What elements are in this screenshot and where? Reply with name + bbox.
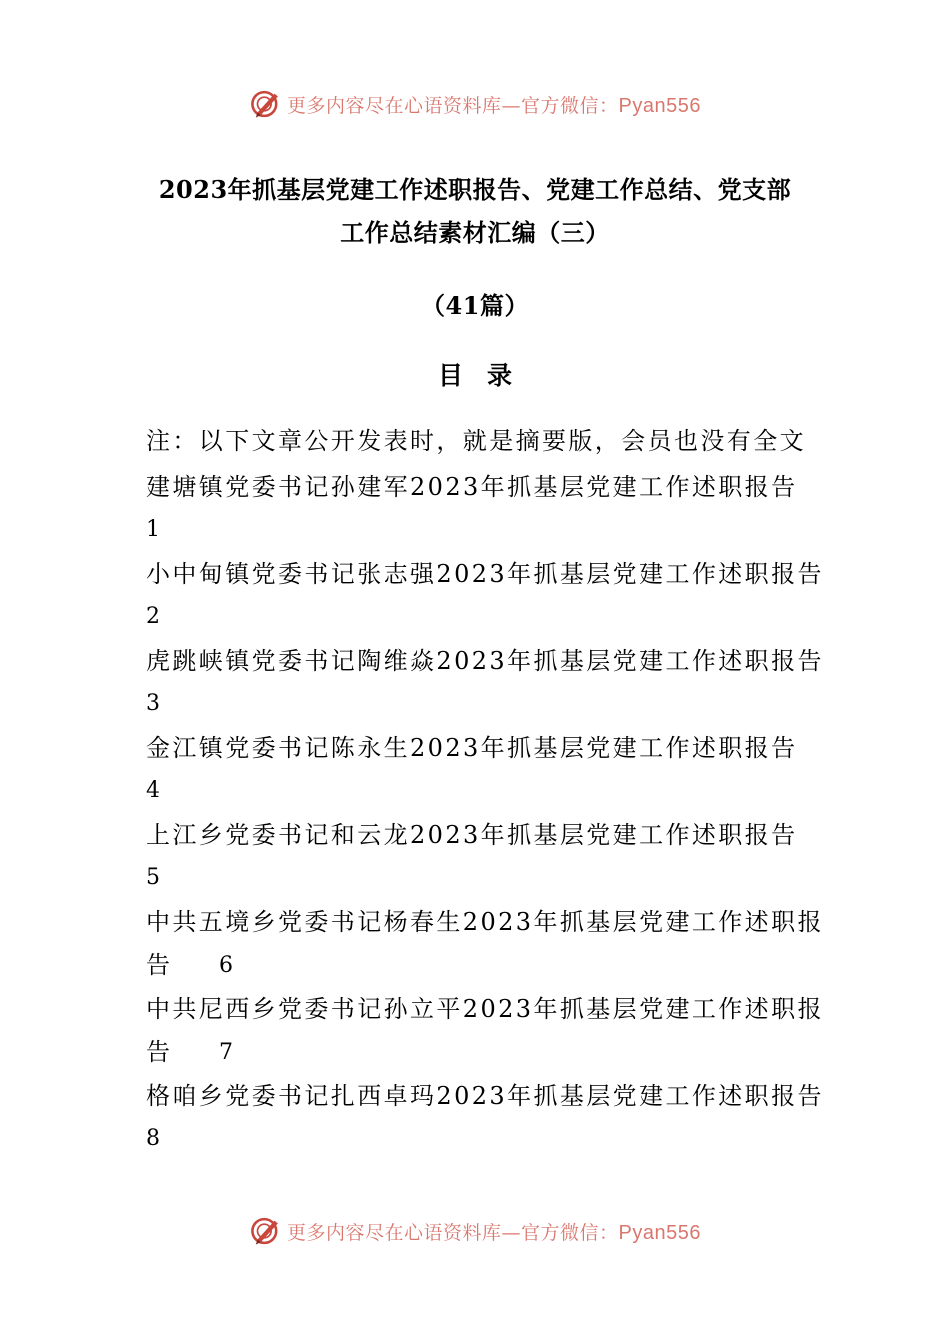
- toc-item-2-page: 2: [146, 604, 160, 629]
- watermark-wechat-id: Pyan556: [618, 94, 701, 117]
- toc-item-7-page: 7: [219, 1040, 233, 1065]
- toc-item-8-title[interactable]: 格咱乡党委书记扎西卓玛2023年抓基层党建工作述职报告: [146, 1082, 824, 1110]
- toc-item-5-title[interactable]: 上江乡党委书记和云龙2023年抓基层党建工作述职报告: [146, 821, 798, 849]
- toc-item-6-title-cont: 告: [146, 951, 173, 979]
- toc-item-6-page: 6: [219, 953, 233, 978]
- toc-item-1-title[interactable]: 建塘镇党委书记孙建军2023年抓基层党建工作述职报告: [146, 473, 798, 501]
- document-title-line1: 2023年抓基层党建工作述职报告、党建工作总结、党支部: [158, 175, 792, 204]
- watermark-banner-top: [0, 84, 950, 124]
- watermark-label: 更多内容尽在心语资料库—官方微信：: [287, 94, 619, 117]
- toc-item-5-page: 5: [146, 865, 160, 890]
- watermark-text: [287, 1218, 701, 1245]
- toc-item-7-title-cont: 告: [146, 1038, 173, 1066]
- toc-note: 注：以下文章公开发表时，就是摘要版，会员也没有全文: [146, 427, 806, 455]
- toc-item-8-page: 8: [146, 1126, 160, 1151]
- document-title-line2: 工作总结素材汇编（三）: [340, 218, 610, 247]
- article-count: （41篇）: [421, 291, 529, 320]
- toc-item-7-title[interactable]: 中共尼西乡党委书记孙立平2023年抓基层党建工作述职报: [146, 995, 824, 1023]
- toc-item-3-page: 3: [146, 691, 160, 716]
- toc-item-3-title[interactable]: 虎跳峡镇党委书记陶维焱2023年抓基层党建工作述职报告: [146, 647, 824, 675]
- pen-logo-icon: [249, 87, 283, 121]
- toc-item-6-title[interactable]: 中共五境乡党委书记杨春生2023年抓基层党建工作述职报: [146, 908, 824, 936]
- pen-logo-icon: [249, 1214, 283, 1248]
- toc-item-4-title[interactable]: 金江镇党委书记陈永生2023年抓基层党建工作述职报告: [146, 734, 798, 762]
- toc-heading: 目录: [437, 361, 536, 390]
- toc-item-2-title[interactable]: 小中甸镇党委书记张志强2023年抓基层党建工作述职报告: [146, 560, 824, 588]
- watermark-label: 更多内容尽在心语资料库—官方微信：: [287, 1221, 619, 1244]
- watermark-text: [287, 91, 701, 118]
- watermark-wechat-id: Pyan556: [618, 1221, 701, 1244]
- toc-item-4-page: 4: [146, 778, 160, 803]
- toc-item-1-page: 1: [146, 517, 160, 542]
- watermark-banner-bottom: [0, 1211, 950, 1251]
